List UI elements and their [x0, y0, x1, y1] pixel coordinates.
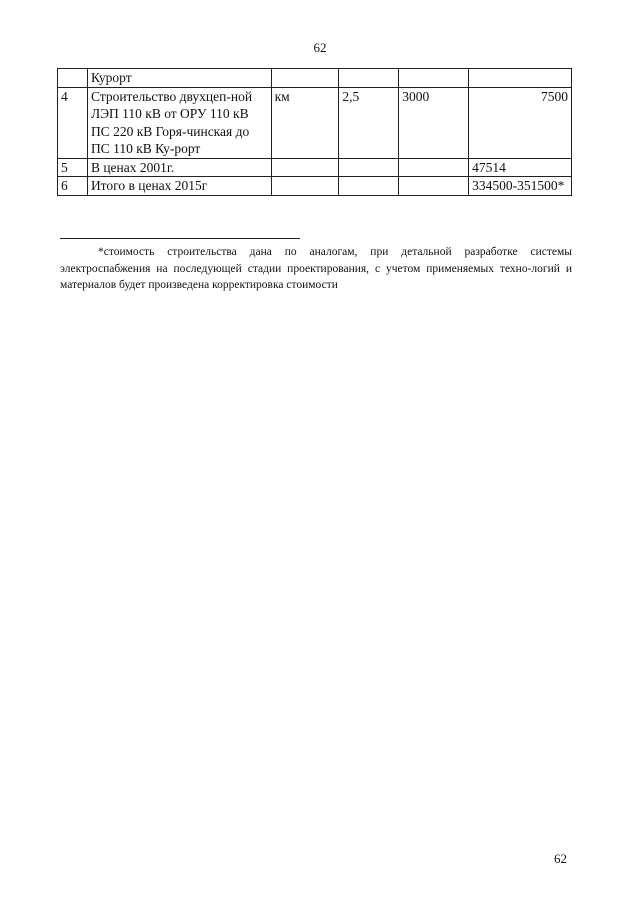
- table-row: [58, 177, 572, 196]
- page-number-top: 62: [313, 40, 327, 55]
- row-price-cell: [399, 158, 469, 177]
- row-number-cell: [58, 69, 88, 88]
- row-number-cell: 6: [58, 177, 88, 196]
- row-total-cell: 47514: [469, 158, 572, 177]
- row-name-cell: Итого в ценах 2015г: [87, 177, 271, 196]
- row-name-cell: Строительство двухцеп-ной ЛЭП 110 кВ от ОРУ 110 кВ ПС 220 кВ Горя-чинская до ПС 110 кВ Ку-рорт: [87, 87, 271, 158]
- table-row: [58, 158, 572, 177]
- table-row: [58, 69, 572, 88]
- row-total-cell: 7500: [469, 87, 572, 158]
- row-number-cell: 4: [58, 87, 88, 158]
- row-price-cell: [399, 177, 469, 196]
- row-number-cell: 5: [58, 158, 88, 177]
- cost-table: [57, 68, 572, 196]
- row-quantity-cell: [339, 158, 399, 177]
- table-row: [58, 87, 572, 158]
- row-unit-cell: [271, 69, 339, 88]
- row-unit-cell: [271, 177, 339, 196]
- row-unit-cell: км: [271, 87, 339, 158]
- row-quantity-cell: [339, 69, 399, 88]
- row-unit-cell: [271, 158, 339, 177]
- row-price-cell: 3000: [399, 87, 469, 158]
- row-name-cell: В ценах 2001г.: [87, 158, 271, 177]
- row-total-cell: 334500-351500*: [469, 177, 572, 196]
- row-price-cell: [399, 69, 469, 88]
- page-number-bottom: 62: [554, 851, 567, 866]
- row-total-cell: [469, 69, 572, 88]
- row-quantity-cell: [339, 177, 399, 196]
- row-name-cell: Курорт: [87, 69, 271, 88]
- footnote-divider: [60, 238, 300, 239]
- row-quantity-cell: 2,5: [339, 87, 399, 158]
- footnote-text: *стоимость строительства дана по аналогам, при детальной разработке системы электроспабжения на последующей стадии проектирования, с учетом применяемых техно-логий и материалов будет произведена корректировка стоимости: [60, 246, 572, 291]
